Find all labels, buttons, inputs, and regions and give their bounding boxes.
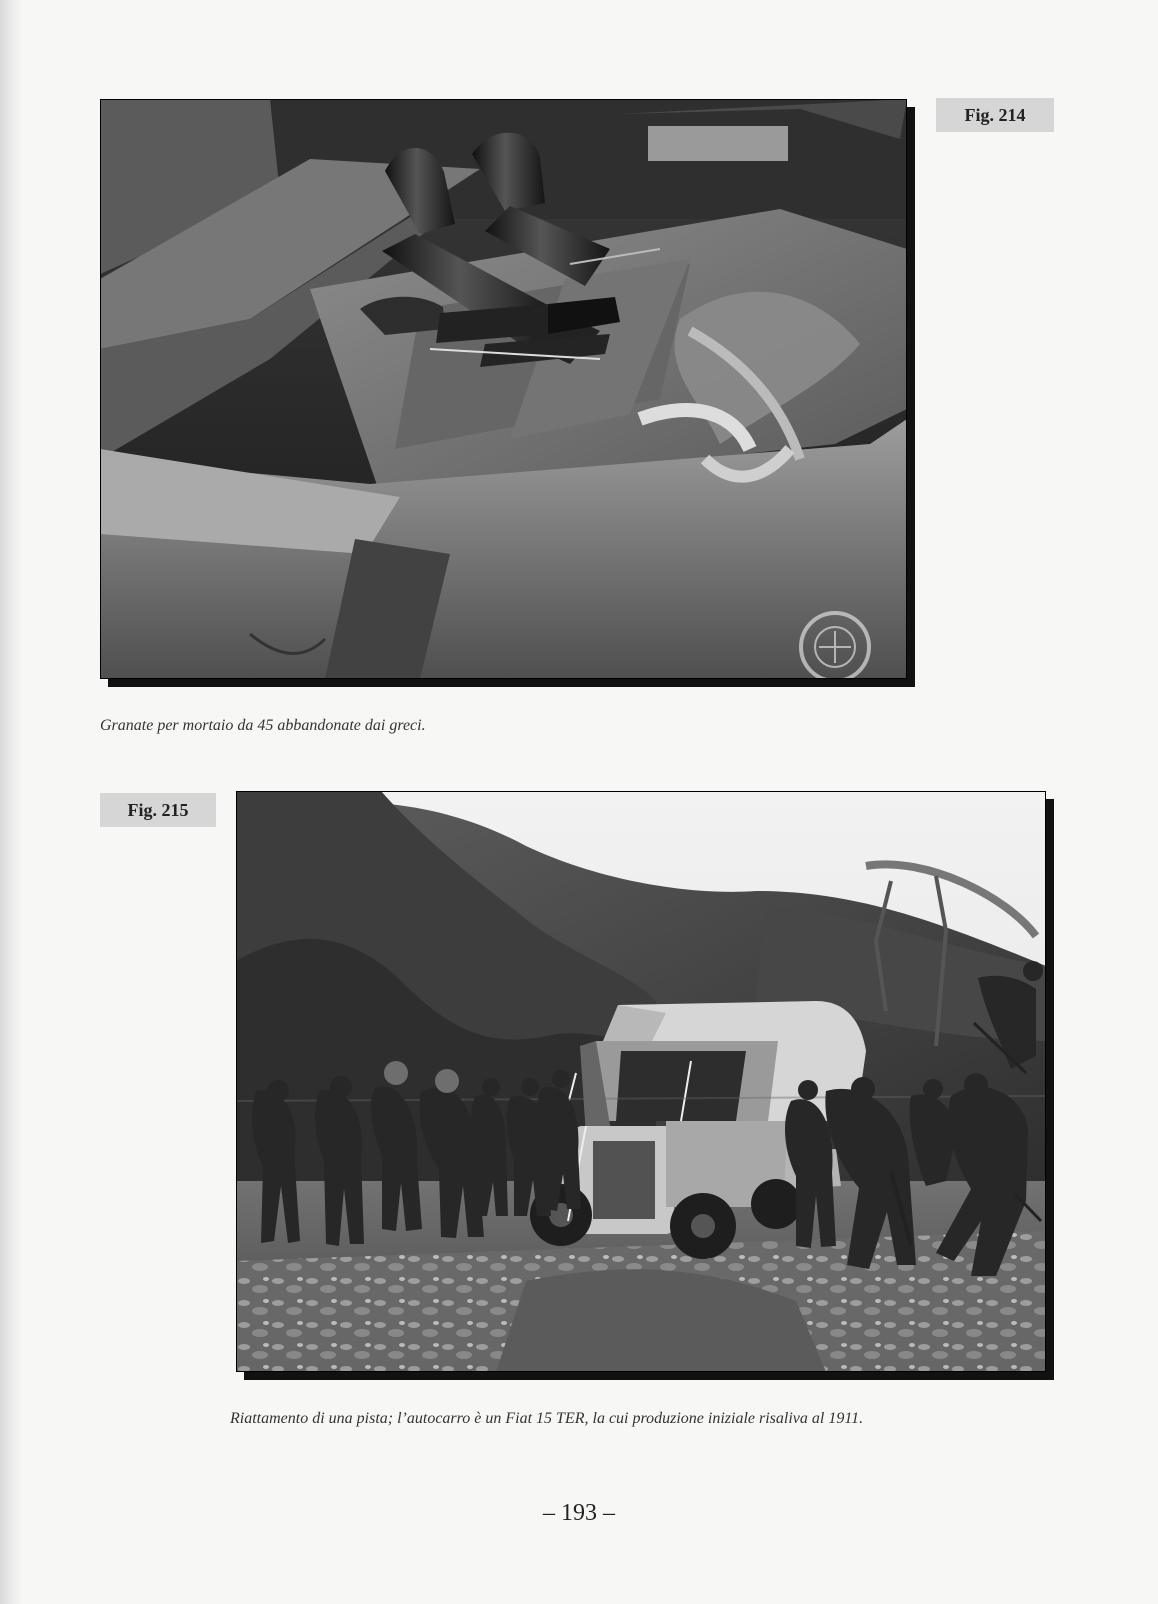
figure-215-photo	[236, 791, 1046, 1372]
figure-215-label: Fig. 215	[100, 793, 216, 827]
figure-214-caption: Granate per mortaio da 45 abbandonate dai greci.	[100, 717, 426, 734]
mortar-grenades-crate-image	[100, 99, 907, 679]
binding-shadow	[0, 0, 22, 1604]
figure-214-photo	[100, 99, 907, 679]
truck-road-repair-image	[236, 791, 1046, 1372]
figure-215-caption: Riattamento di una pista; l’autocarro è un Fiat 15 TER, la cui produzione iniziale risaliva al 1911.	[230, 1410, 864, 1427]
page-number: – 193 –	[543, 1500, 615, 1526]
figure-214-label: Fig. 214	[936, 98, 1054, 132]
